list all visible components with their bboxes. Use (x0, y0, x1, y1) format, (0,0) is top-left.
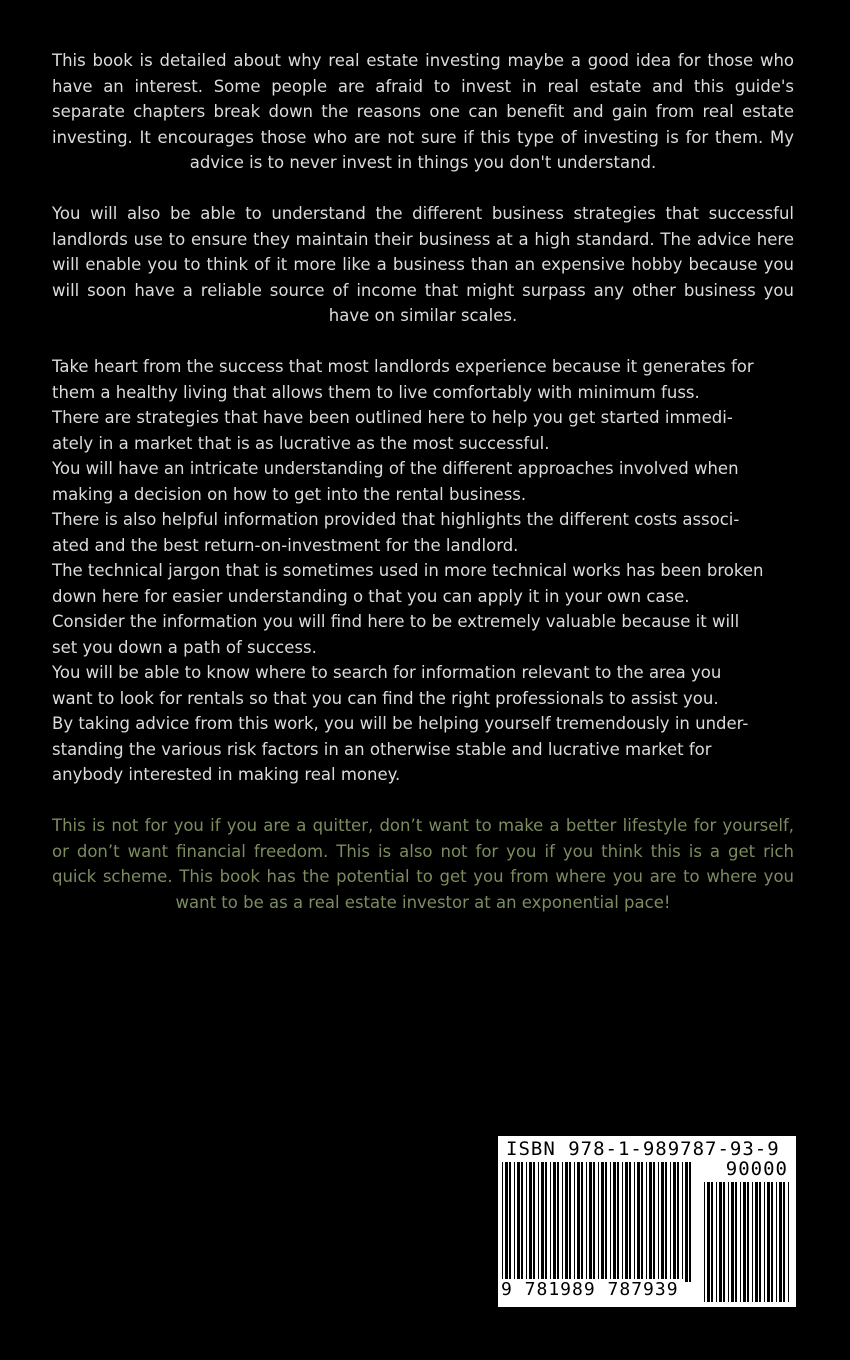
body-line: them a healthy living that allows them to live comfortably with minimum fuss. (52, 382, 700, 402)
ean-digits: 9 781989 787939 (501, 1279, 683, 1300)
body-line: ated and the best return-on-investment for the landlord. (52, 535, 519, 555)
body-line: There is also helpful information provided that highlights the different costs associ- (52, 510, 740, 529)
barcode-bar (622, 1162, 623, 1282)
barcode-bar (759, 1182, 761, 1302)
barcode-bar (557, 1162, 559, 1282)
strategies-paragraph: You will also be able to understand the different business strategies that successful landlords use to ensure they maintain their business at a high standard. The advice here will enable you to think of it more like a business than an expensive hobby because you will soon have a reliable source of income that might surpass any other business you have on similar scales. (52, 204, 794, 325)
barcode-bar (649, 1162, 652, 1282)
body-line: You will have an intricate understanding of the different approaches involved when (52, 459, 739, 478)
barcode-bar (613, 1162, 616, 1282)
barcode-bar (767, 1182, 770, 1302)
barcode-bar (541, 1162, 544, 1282)
barcode-bar (545, 1162, 547, 1282)
barcode-bar (625, 1162, 628, 1282)
barcode-bar (641, 1162, 643, 1282)
price-code: 90000 (725, 1158, 788, 1180)
barcode-bar (728, 1182, 729, 1302)
body-line: You will be able to know where to search for information relevant to the area you (52, 663, 722, 682)
barcode-bar (731, 1182, 734, 1302)
body-line: down here for easier understanding o that you can apply it in your own case. (52, 586, 690, 606)
barcode-bar (605, 1162, 607, 1282)
barcode-bar (517, 1162, 520, 1282)
body-line: anybody interested in making real money. (52, 765, 401, 784)
barcode-bar (529, 1162, 532, 1282)
barcode-bar (589, 1162, 592, 1282)
barcode-bar (598, 1162, 599, 1282)
barcode-bar (677, 1162, 679, 1282)
barcode-bar (716, 1182, 717, 1302)
barcode-bar (646, 1162, 647, 1282)
barcode-bar (665, 1162, 667, 1282)
barcode-bar (610, 1162, 611, 1282)
barcode-bar (673, 1162, 676, 1282)
benefits-paragraph (52, 354, 794, 788)
barcode-bar (771, 1182, 773, 1302)
barcode-bar (637, 1162, 640, 1282)
barcode-bar (747, 1182, 749, 1302)
barcode-bar (565, 1162, 568, 1282)
barcode-bar (514, 1162, 515, 1282)
barcode-bar (685, 1162, 688, 1282)
barcode-bar (689, 1162, 691, 1282)
barcode-bar (550, 1162, 551, 1282)
barcode-bar (593, 1162, 595, 1282)
barcode-bar (682, 1162, 683, 1282)
barcode-bar (783, 1182, 785, 1302)
barcode-bar (755, 1182, 758, 1302)
barcode-bar (629, 1162, 631, 1282)
isbn-number: ISBN 978-1-989787-93-9 (506, 1138, 780, 1160)
barcode-bar (764, 1182, 765, 1302)
barcode-bar (533, 1162, 535, 1282)
body-line: ately in a market that is as lucrative as the most successful. (52, 433, 550, 453)
barcode-bar (723, 1182, 725, 1302)
barcode-bar (574, 1162, 575, 1282)
body-line: standing the various risk factors in an otherwise stable and lucrative market for (52, 739, 712, 759)
barcode-bar (707, 1182, 710, 1302)
barcode-bar (505, 1162, 508, 1282)
barcode-bar (788, 1182, 789, 1302)
closing-paragraph: This is not for you if you are a quitter, don’t want to make a better lifestyle for yourself, or don’t want financial freedom. This is also not for you if you think this is a get rich quick scheme. This book has the potential to get you from where you are to where you want to be as a real estate investor at an exponential pace! (52, 816, 794, 912)
barcode-bar (661, 1162, 664, 1282)
body-line: making a decision on how to get into the rental business. (52, 484, 527, 504)
body-line: The technical jargon that is sometimes used in more technical works has been broken (52, 561, 764, 580)
barcode-bar (752, 1182, 753, 1302)
body-line: By taking advice from this work, you will be helping yourself tremendously in under- (52, 714, 749, 733)
barcode-bar (735, 1182, 737, 1302)
barcode-bar (526, 1162, 527, 1282)
barcode-bar (581, 1162, 583, 1282)
barcode-bar (521, 1162, 523, 1282)
barcode-bar (509, 1162, 511, 1282)
barcode-bar (711, 1182, 713, 1302)
body-line: Consider the information you will find here to be extremely valuable because it will (52, 612, 740, 631)
barcode-bar (617, 1162, 619, 1282)
barcode-bar (577, 1162, 580, 1282)
body-line: There are strategies that have been outlined here to help you get started immedi- (52, 408, 733, 427)
barcode-bar (569, 1162, 571, 1282)
barcode-bar (719, 1182, 722, 1302)
intro-paragraph: This book is detailed about why real estate investing maybe a good idea for those who have an interest. Some people are afraid to invest in real estate and this guide's separate chapters break down the reasons one can benefit and gain from real estate investing. It encourages those who are not sure if this type of investing is for them. My advice is to never invest in things you don't understand. (52, 51, 794, 172)
barcode-bar (704, 1182, 705, 1302)
barcode-bar (562, 1162, 563, 1282)
barcode-bar (502, 1162, 503, 1282)
body-line: Take heart from the success that most landlords experience because it generates for (52, 357, 754, 376)
barcode-bar (743, 1182, 746, 1302)
isbn-barcode (498, 1136, 796, 1307)
barcode-bar (670, 1162, 671, 1282)
barcode-bar (553, 1162, 556, 1282)
barcode-bar (740, 1182, 741, 1302)
barcode-bar (538, 1162, 539, 1282)
barcode-bar (776, 1182, 777, 1302)
barcode-bar (653, 1162, 655, 1282)
barcode-bar (601, 1162, 604, 1282)
blurb-text (52, 48, 794, 941)
body-line: want to look for rentals so that you can find the right professionals to assist you. (52, 688, 719, 708)
body-line: set you down a path of success. (52, 637, 317, 657)
barcode-bar (658, 1162, 659, 1282)
barcode-bar (586, 1162, 587, 1282)
barcode-bar (634, 1162, 635, 1282)
barcode-bar (779, 1182, 782, 1302)
